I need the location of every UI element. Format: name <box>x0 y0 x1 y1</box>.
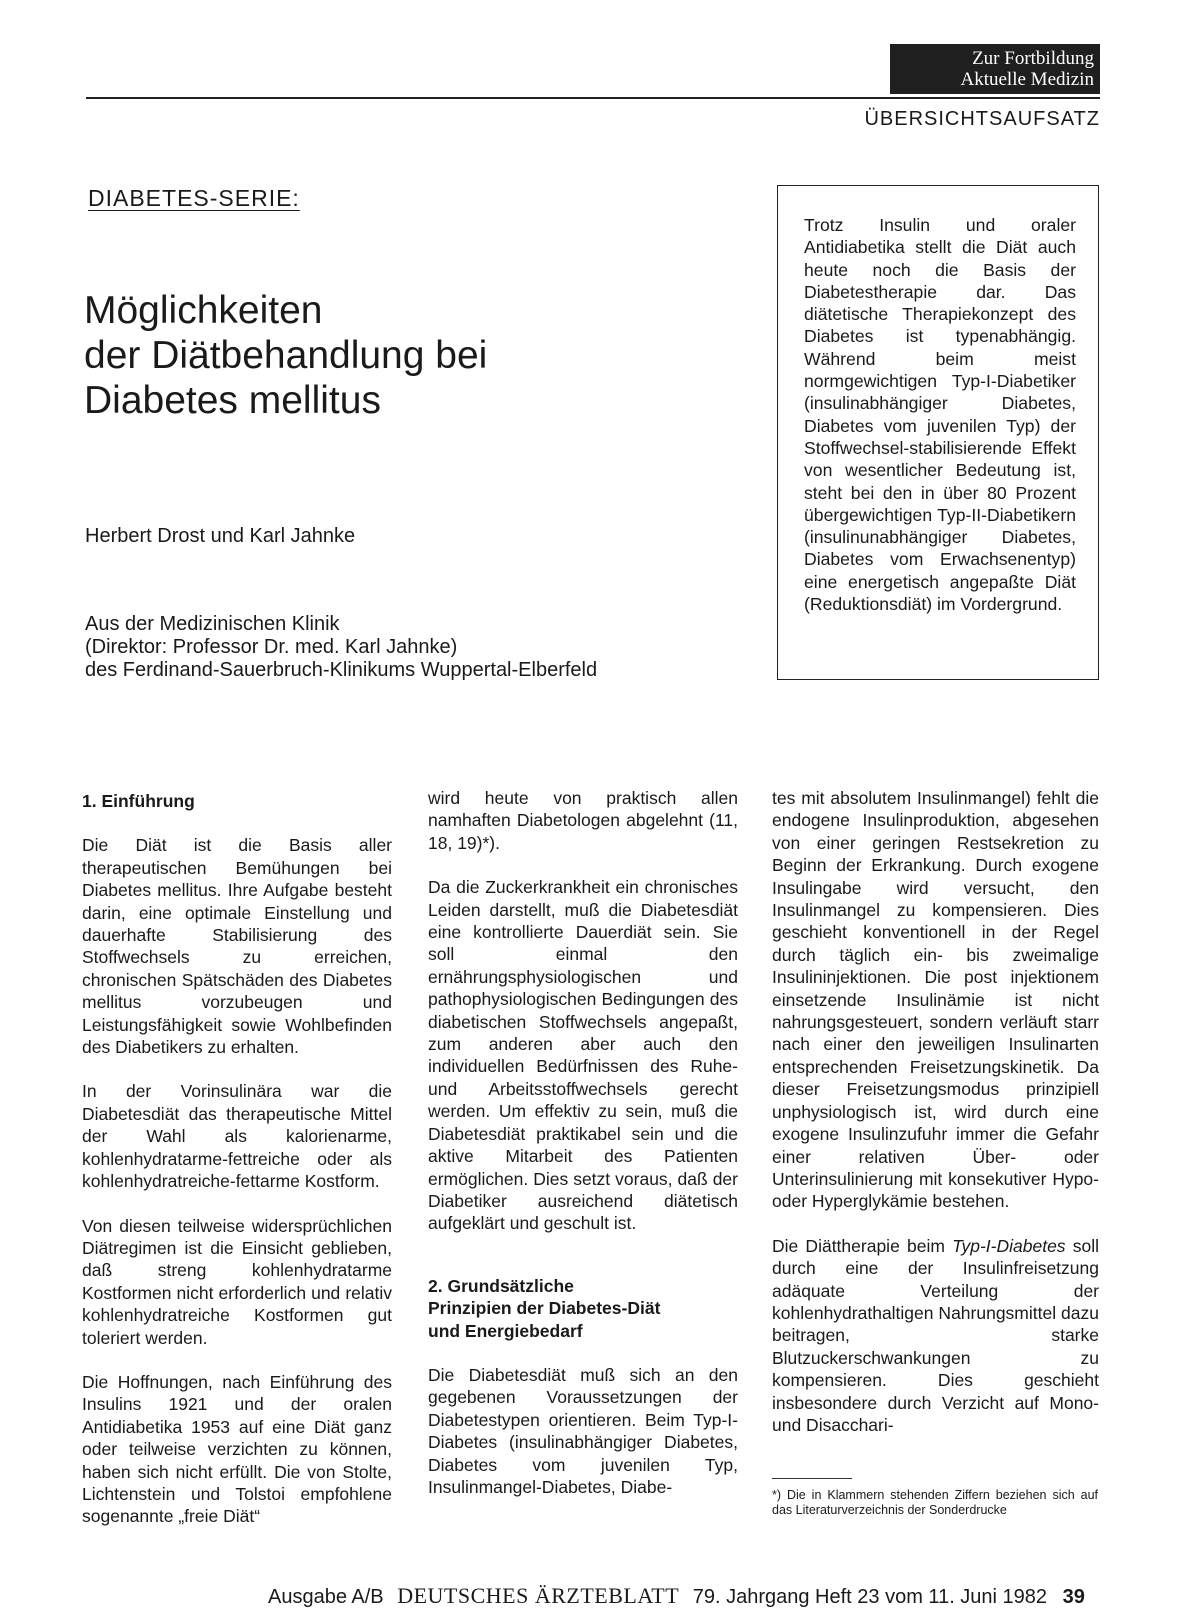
text-run: Die Diättherapie beim <box>772 1235 953 1256</box>
paragraph: Die Hoffnungen, nach Einführung des Insulins 1921 und der oralen Antidiabetika 1953 auf eine Diät ganz oder teilweise verzichten zu können, haben sich nicht erfüllt. Die von Stolte, Lichtenstein und Tolstoi empfohlene sogenannte „freie Diät“ <box>82 1371 392 1527</box>
abstract-box <box>777 185 1099 680</box>
edition: Ausgabe A/B <box>268 1586 384 1608</box>
paragraph: Die Diabetesdiät muß sich an den gegebenen Voraussetzungen der Diabetestypen orientieren. Beim Typ-I-Diabetes (insulinabhängiger Diabetes, Diabetes vom juvenilen Typ, Insulinmangel-Diabetes, Diabe- <box>428 1364 738 1497</box>
paragraph: Da die Zuckerkrankheit ein chronisches Leiden darstellt, muß die Diabetesdiät eine kontrollierte Dauerdiät sein. Sie soll einmal den ernährungsphysiologischen und pathophysiologischen Bedingungen des diabetischen Stoffwechsels angepaßt, zum anderen aber auch den individuellen Bedürfnissen des Ruhe- und Arbeitsstoffwechsels gerecht werden. Um effektiv zu sein, muß die Diabetesdiät praktikabel sein und die aktive Mitarbeit des Patienten ermöglichen. Dies setzt voraus, daß der Diabetiker ausreichend diätetisch aufgeklärt und geschult ist. <box>428 877 738 1234</box>
heading-2-line-1: 2. Grundsätzliche <box>428 1275 574 1296</box>
paragraph-continued: tes mit absolutem Insulinmangel) fehlt die endogene Insulinproduktion, abgesehen von einer geringen Restsekretion zu Beginn der Erkrankung. Durch exogene Insulingabe wird versucht, den Insulinmangel zu kompensieren. Dies geschieht konventionell in der Regel durch täglich ein- bis zweimalige Insulininjektionen. Die post injektionem einsetzende Insulinämie ist nicht nahrungsgesteuert, sondern verläuft starr nach einer den jeweiligen Insulinarten entsprechenden Freisetzungskinetik. Da dieser Freisetzungsmodus prinzipiell unphysiologisch ist, wird durch eine exogene Insulinzufuhr immer die Gefahr einer relativen Über- oder Unterinsulinierung mit konsekutiver Hypo- oder Hyperglykämie bestehen. <box>772 788 1099 1212</box>
affiliation-line-2: (Direktor: Professor Dr. med. Karl Jahnke) <box>85 636 458 658</box>
footnote: *) Die in Klammern stehenden Ziffern beziehen sich auf das Literaturverzeichnis der Sonderdrucke <box>772 1488 1098 1517</box>
header-rule <box>86 97 1100 99</box>
body-column-1 <box>82 790 392 1550</box>
title-line-1: Möglichkeiten <box>84 289 323 332</box>
paragraph: wird heute von praktisch allen namhaften Diabetologen abgelehnt (11, 18, 19)*). <box>428 788 738 853</box>
article-title <box>84 288 704 423</box>
heading-2-line-3: und Energiebedarf <box>428 1320 583 1341</box>
badge-line-1: Zur Fortbildung <box>972 48 1094 69</box>
abstract-text: Trotz Insulin und oraler Antidiabetika stellt die Diät auch heute noch die Basis der Diabetestherapie dar. Das diätetische Therapiekonzept des Diabetes ist typenabhängig. Während beim meist normgewichtigen Typ-I-Diabetiker (insulinabhängiger Diabetes, Diabetes vom juvenilen Typ) der Stoffwechsel-stabilisierende Effekt von wesentlicher Bedeutung ist, steht bei den in über 80 Prozent übergewichtigen Typ-II-Diabetikern (insulinunabhängiger Diabetes, Diabetes vom Erwachsenentyp) eine energetisch angepaßte Diät (Reduktionsdiät) im Vordergrund. <box>804 215 1076 615</box>
section-badge <box>890 44 1100 94</box>
body-column-3 <box>772 787 1099 1458</box>
text-run: soll durch eine der Insulinfreisetzung adäquate Verteilung der kohlenhydrathaltigen Nahrungsmittel dazu beitragen, starke Blutzuckerschwankungen zu kompensieren. Dies geschieht insbesondere durch Verzicht auf Mono- und Disacchari- <box>772 1235 1099 1435</box>
affiliation-line-1: Aus der Medizinischen Klinik <box>85 613 340 635</box>
affiliation-line-3: des Ferdinand-Sauerbruch-Klinikums Wuppertal-Elberfeld <box>85 659 598 681</box>
title-line-2: der Diätbehandlung bei <box>84 334 488 377</box>
journal-name: DEUTSCHES ÄRZTEBLATT <box>397 1583 680 1608</box>
paragraph <box>772 1235 1099 1437</box>
section-heading-2 <box>428 1275 738 1342</box>
authors: Herbert Drost und Karl Jahnke <box>85 525 356 547</box>
footnote-rule <box>772 1478 852 1479</box>
italic-term: Typ-I-Diabetes <box>952 1235 1066 1256</box>
affiliation <box>85 613 597 682</box>
section-heading-1: 1. Einführung <box>82 791 195 811</box>
heading-2-line-2: Prinzipien der Diabetes-Diät <box>428 1298 661 1319</box>
page-footer <box>268 1583 1085 1609</box>
badge-line-2: Aktuelle Medizin <box>960 69 1094 90</box>
body-column-2 <box>428 787 738 1520</box>
page-number: 39 <box>1062 1586 1085 1608</box>
issue-info: 79. Jahrgang Heft 23 vom 11. Juni 1982 <box>692 1586 1048 1608</box>
section-label: ÜBERSICHTSAUFSATZ <box>864 108 1100 130</box>
title-line-3: Diabetes mellitus <box>84 379 381 422</box>
paragraph: Von diesen teilweise widersprüchlichen Diätregimen ist die Einsicht geblieben, daß streng kohlenhydratarme Kostformen nicht erforderlich und relativ kohlenhydratreiche Kostformen gut toleriert werden. <box>82 1215 392 1348</box>
paragraph: In der Vorinsulinära war die Diabetesdiät das therapeutische Mittel der Wahl als kalorienarme, kohlenhydratarme-fettreiche oder als kohlenhydratreiche-fettarme Kostform. <box>82 1081 392 1192</box>
series-label: DIABETES-SERIE: <box>88 185 300 211</box>
paragraph: Die Diät ist die Basis aller therapeutischen Bemühungen bei Diabetes mellitus. Ihre Aufgabe besteht darin, eine optimale Einstellung und dauerhafte Stabilisierung des Stoffwechsels zu erreichen, chronischen Spätschäden des Diabetes mellitus vorzubeugen und Leistungsfähigkeit sowie Wohlbefinden des Diabetikers zu erhalten. <box>82 835 392 1058</box>
